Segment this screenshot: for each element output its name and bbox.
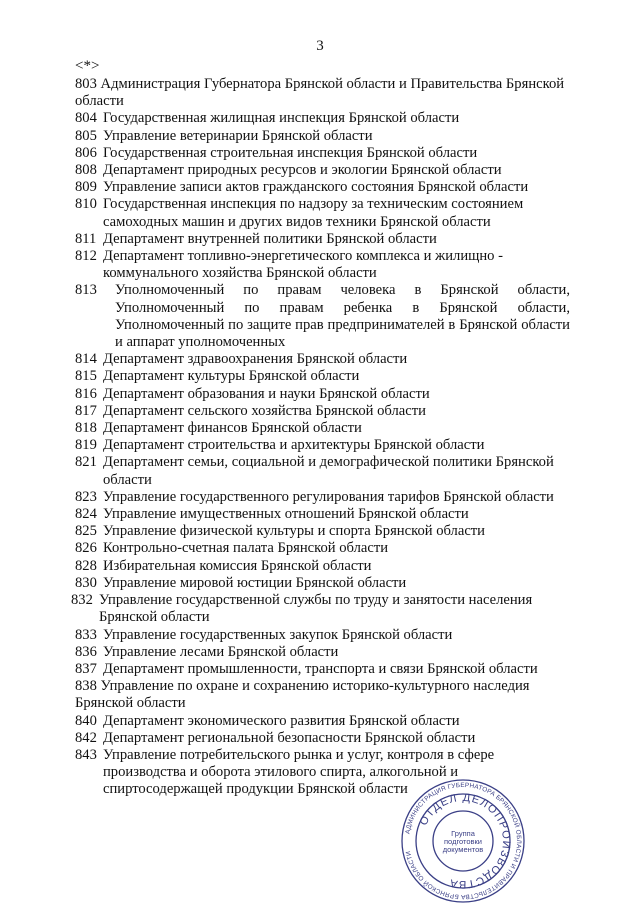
list-item (75, 196, 570, 230)
department-name: Управление по охране и сохранению историко-культурного наследия Брянской области (75, 678, 530, 712)
list-item (75, 162, 570, 179)
budget-code: 842 (75, 729, 97, 746)
budget-code: 808 (75, 162, 97, 179)
department-name: Департамент строительства и архитектуры Брянской области (103, 437, 485, 454)
department-name: Департамент сельского хозяйства Брянской области (103, 402, 426, 419)
budget-code: 826 (75, 540, 97, 557)
stamp-middle-text: ОТДЕЛ ДЕЛОПРОИЗВОДСТВА (417, 791, 513, 891)
budget-code: 838 (75, 678, 97, 695)
list-item (75, 110, 570, 127)
budget-code: 821 (75, 454, 97, 471)
page-number: 3 (316, 38, 324, 54)
budget-code: 840 (75, 712, 97, 729)
budget-code: 809 (75, 179, 97, 196)
department-name: Департамент образования и науки Брянской области (103, 385, 430, 402)
budget-code: 804 (75, 110, 97, 127)
department-name: Управление записи актов гражданского состояния Брянской области (103, 179, 529, 196)
department-name: Управление государственных закупок Брянской области (103, 626, 453, 643)
department-name: Департамент финансов Брянской области (103, 420, 362, 437)
list-item (75, 627, 570, 644)
stamp-outer-text: АДМИНИСТРАЦИЯ ГУБЕРНАТОРА БРЯНСКОЙ ОБЛАСТИ И ПРАВИТЕЛЬСТВА БРЯНСКОЙ ОБЛАСТИ (404, 781, 523, 901)
budget-code: 825 (75, 523, 97, 540)
list-item (75, 386, 570, 403)
budget-code: 812 (75, 248, 97, 265)
department-name: Государственная строительная инспекция Брянской области (103, 144, 478, 161)
department-name: Государственная инспекция по надзору за техническим состоянием самоходных машин и других видов техники Брянской области (103, 196, 524, 230)
list-item (75, 248, 570, 282)
department-name: Контрольно-счетная палата Брянской области (103, 540, 389, 557)
list-item (75, 437, 570, 454)
budget-code: 815 (75, 368, 97, 385)
department-name: Департамент здравоохранения Брянской области (103, 351, 408, 368)
list-item (75, 730, 570, 747)
department-name: Управление имущественных отношений Брянской области (103, 506, 469, 523)
list-item (75, 231, 570, 248)
list-item (75, 506, 570, 523)
department-name: Государственная жилищная инспекция Брянской области (103, 110, 460, 127)
department-name: Управление мировой юстиции Брянской области (103, 574, 407, 591)
budget-code: 805 (75, 127, 97, 144)
budget-code: 819 (75, 437, 97, 454)
department-name: Управление лесами Брянской области (103, 643, 339, 660)
budget-code: 816 (75, 385, 97, 402)
list-item (75, 403, 570, 420)
list-item (75, 540, 570, 557)
budget-code: 810 (75, 196, 97, 213)
list-item (75, 523, 570, 540)
office-stamp (400, 778, 526, 904)
list-item (75, 128, 570, 145)
department-name: Уполномоченный по правам человека в Брянской области, Уполномоченный по правам ребенка в Брянской области, Уполномоченный по защите прав предпринимателей в Брянской области и аппарат уполномоченных (115, 282, 570, 351)
stamp-center-line-3: документов (442, 845, 484, 854)
stamp-center-line-2: подготовки (444, 837, 482, 846)
budget-code: 843 (75, 746, 97, 763)
list-item (75, 76, 570, 110)
list-item (75, 351, 570, 368)
department-name: Управление государственного регулирования тарифов Брянской области (103, 488, 554, 505)
department-name: Департамент топливно-энергетического комплекса и жилищно - коммунального хозяйства Брянской области (103, 248, 503, 282)
stamp-center-line-1: Группа (451, 829, 475, 838)
department-name: Департамент внутренней политики Брянской области (103, 230, 437, 247)
budget-code: 817 (75, 402, 97, 419)
budget-code: 832 (71, 592, 93, 609)
list-item (71, 592, 570, 626)
list-item (75, 282, 570, 351)
budget-code: 803 (75, 76, 97, 92)
list-item (75, 420, 570, 437)
budget-code: 811 (75, 230, 97, 247)
department-name: Департамент культуры Брянской области (103, 368, 360, 385)
budget-code: 837 (75, 660, 97, 677)
list-item (75, 368, 570, 385)
list-item (75, 661, 570, 678)
list-item (75, 454, 570, 488)
list-item (75, 179, 570, 196)
budget-code: 806 (75, 144, 97, 161)
budget-code: 823 (75, 488, 97, 505)
department-list (71, 76, 570, 799)
department-name: Администрация Губернатора Брянской области и Правительства Брянской области (75, 76, 565, 110)
department-name: Департамент региональной безопасности Брянской области (103, 729, 476, 746)
department-name: Департамент семьи, социальной и демографической политики Брянской области (103, 454, 554, 488)
department-name: Управление государственной службы по труду и занятости населения Брянской области (99, 592, 533, 626)
department-name: Управление ветеринарии Брянской области (103, 127, 373, 144)
list-item (75, 489, 570, 506)
department-name: Департамент экономического развития Брянской области (103, 712, 460, 729)
department-name: Избирательная комиссия Брянской области (103, 557, 372, 574)
list-item (75, 678, 570, 712)
budget-code: 824 (75, 506, 97, 523)
budget-code: 814 (75, 351, 97, 368)
budget-code: 813 (75, 282, 97, 299)
budget-code: 833 (75, 626, 97, 643)
list-item (75, 575, 570, 592)
budget-code: 830 (75, 574, 97, 591)
department-name: Департамент промышленности, транспорта и связи Брянской области (103, 660, 538, 677)
department-name: Департамент природных ресурсов и экологии Брянской области (103, 162, 502, 179)
list-item (75, 145, 570, 162)
department-name: Управление физической культуры и спорта Брянской области (103, 523, 485, 540)
budget-code: 836 (75, 643, 97, 660)
list-item (75, 644, 570, 661)
list-item (75, 713, 570, 730)
budget-code: 828 (75, 557, 97, 574)
list-item (75, 558, 570, 575)
budget-code: 818 (75, 420, 97, 437)
footnote-marker: <*> (75, 58, 100, 74)
department-name: Управление потребительского рынка и услуг, контроля в сфере производства и оборота этилового спирта, алкогольной и спиртосодержащей продукции Брянской области (103, 746, 495, 798)
